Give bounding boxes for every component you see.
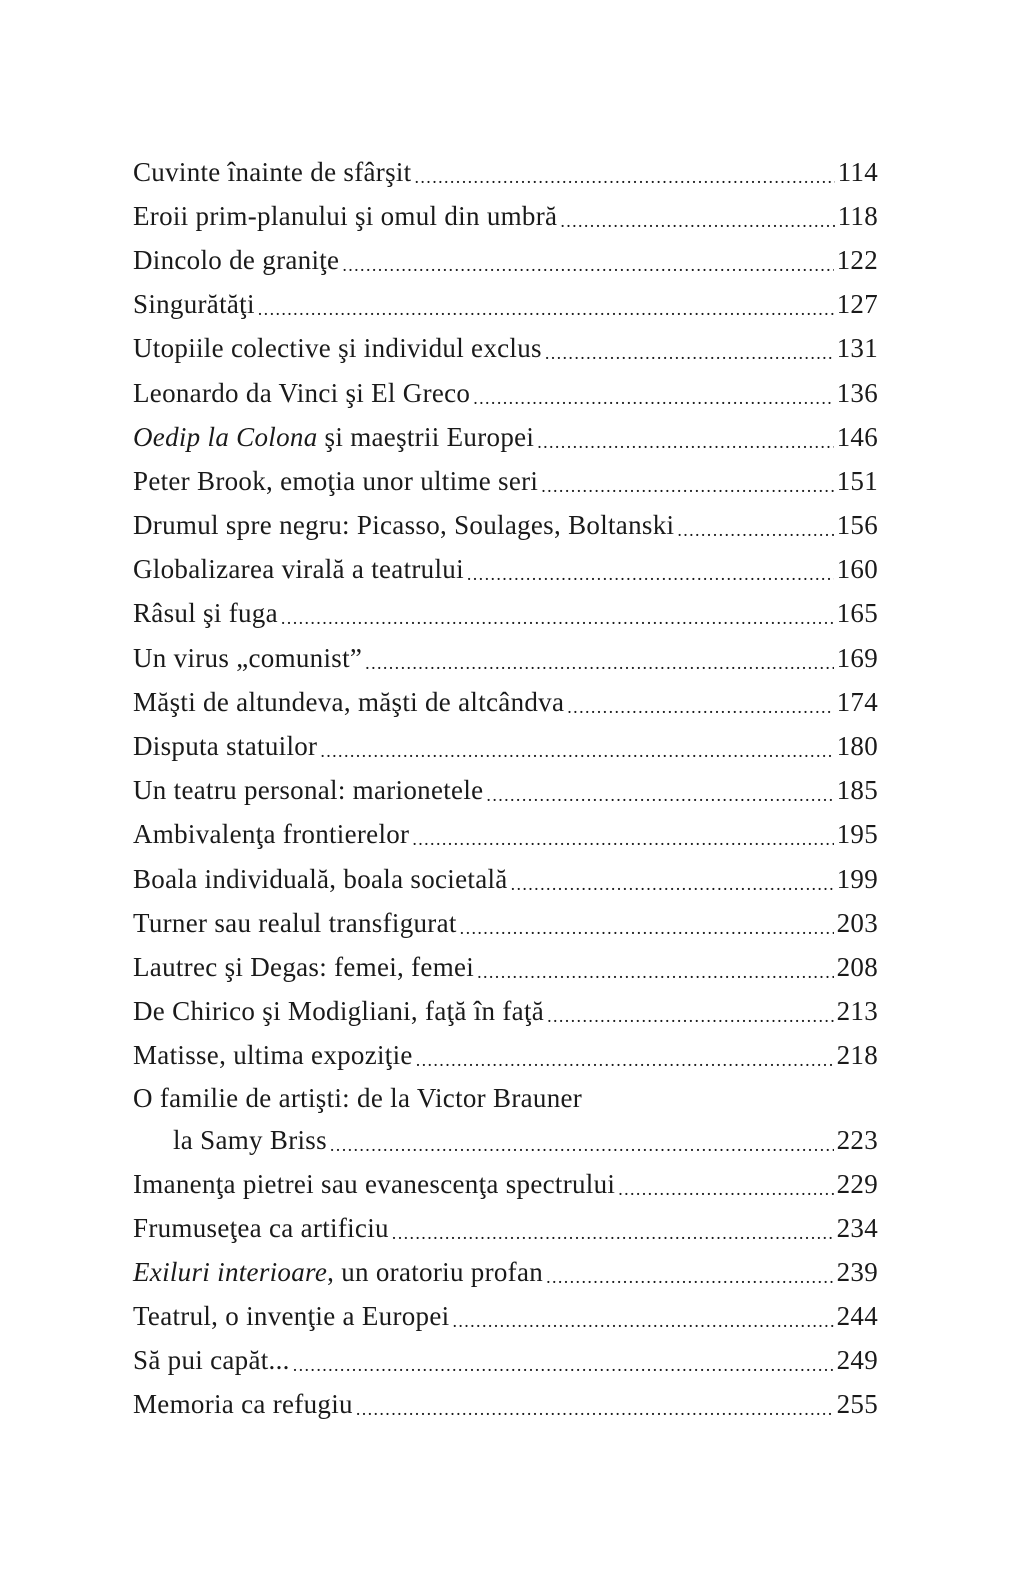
toc-entry [133,636,878,680]
toc-entry [133,592,878,636]
toc-entry-title: Turner sau realul transfigurat [133,907,457,938]
toc-entry-page: 229 [836,1168,878,1199]
toc-entry-title: Frumuseţea ca artificiu [133,1212,389,1243]
toc-entry-title: Un teatru personal: marionetele [133,775,484,806]
toc-entry-page: 249 [836,1345,878,1376]
toc-entry-page: 127 [836,289,878,320]
toc-entry-title: Singurătăţi [133,289,255,320]
toc-entry-page: 114 [837,156,878,187]
toc-entry [133,769,878,813]
toc-entry-title [133,1257,543,1288]
toc-entry-page: 208 [836,951,878,982]
dot-leader [365,653,833,674]
toc-entry [133,724,878,768]
toc-entry-title: Matisse, ultima expoziţie [133,1040,413,1071]
toc-entry-title-rest: şi maeştrii Europei [317,421,535,452]
dot-leader [416,1050,834,1071]
table-of-contents [133,150,878,1427]
toc-entry-title: Drumul spre negru: Picasso, Soulages, Boltanski [133,510,675,541]
toc-entry-title: O familie de artişti: de la Victor Brauner [133,1083,583,1114]
toc-entry-title: Lautrec şi Degas: femei, femei [133,951,475,982]
toc-entry-page: 122 [836,244,878,275]
dot-leader [547,1006,834,1027]
dot-leader [618,1179,833,1200]
toc-entry [133,1383,878,1427]
dot-leader [460,918,834,939]
dot-leader [677,520,833,541]
toc-entry-page: 223 [836,1125,878,1156]
toc-entry-title: Eroii prim-planului şi omul din umbră [133,200,558,231]
dot-leader [537,432,833,453]
toc-entry [133,1034,878,1078]
toc-entry [133,327,878,371]
toc-entry-page: 213 [836,996,878,1027]
toc-entry [133,238,878,282]
toc-entry-page: 199 [836,863,878,894]
toc-entry-page: 118 [837,200,878,231]
toc-entry-title: Globalizarea virală a teatrului [133,554,464,585]
toc-entry [133,990,878,1034]
dot-leader [486,785,833,806]
toc-entry [133,1162,878,1206]
toc-entry [133,459,878,503]
toc-entry-page: 169 [836,642,878,673]
toc-entry [133,1339,878,1383]
toc-entry-page: 185 [836,775,878,806]
toc-entry [133,945,878,989]
toc-entry [133,857,878,901]
toc-entry-title: Memoria ca refugiu [133,1389,353,1420]
toc-entry-title: Să pui capăt... [133,1345,290,1376]
toc-entry [133,150,878,194]
toc-entry-page: 146 [836,421,878,452]
toc-entry-page: 165 [836,598,878,629]
toc-entry-title: Leonardo da Vinci şi El Greco [133,377,471,408]
toc-entry-page: 151 [836,465,878,496]
toc-entry [133,680,878,724]
toc-entry [133,1295,878,1339]
toc-entry-page: 239 [836,1256,878,1287]
toc-entry-title: Teatrul, o invenţie a Europei [133,1301,450,1332]
toc-entry-title [133,422,534,453]
dot-leader [412,829,833,850]
toc-entry [133,1206,878,1250]
dot-leader [511,874,834,895]
dot-leader [477,962,833,983]
dot-leader [281,608,834,629]
dot-leader [545,343,834,364]
toc-entry-title: Râsul şi fuga [133,598,278,629]
toc-entry [133,194,878,238]
toc-entry [133,1078,878,1162]
toc-entry-title: Boala individuală, boala societală [133,863,508,894]
toc-entry-title: Cuvinte înainte de sfârşit [133,156,412,187]
toc-entry [133,548,878,592]
toc-entry-page: 136 [836,377,878,408]
toc-entry-page: 174 [836,686,878,717]
dot-leader [342,255,833,276]
toc-entry [133,901,878,945]
dot-leader [330,1135,834,1156]
toc-entry-title: Peter Brook, emoţia unor ultime seri [133,465,539,496]
dot-leader [560,211,834,232]
toc-entry-title-rest: , un oratoriu profan [327,1256,544,1287]
toc-entry [133,1250,878,1294]
toc-entry [133,813,878,857]
toc-entry-page: 234 [836,1212,878,1243]
dot-leader [473,388,833,409]
toc-entry-page: 218 [836,1040,878,1071]
toc-entry-page: 160 [836,554,878,585]
toc-entry-title: Măşti de altundeva, măşti de altcândva [133,686,565,717]
toc-entry-title-italic: Oedip la Colona [133,421,318,452]
dot-leader [415,167,835,188]
dot-leader [546,1267,834,1288]
dot-leader [567,697,833,718]
toc-entry-title: Imanenţa pietrei sau evanescenţa spectrului [133,1168,616,1199]
toc-entry [133,504,878,548]
toc-entry-page: 203 [836,907,878,938]
toc-entry-page: 156 [836,510,878,541]
toc-entry-page: 180 [836,731,878,762]
toc-entry [133,371,878,415]
dot-leader [258,299,834,320]
toc-entry-page: 255 [836,1389,878,1420]
toc-entry [133,283,878,327]
toc-entry-page: 131 [836,333,878,364]
dot-leader [320,741,833,762]
toc-entry-title-continued: la Samy Briss [173,1125,327,1156]
toc-entry-title: Utopiile colective şi individul exclus [133,333,542,364]
toc-entry-line [133,1078,878,1120]
dot-leader [452,1311,833,1332]
toc-entry-title: Ambivalenţa frontierelor [133,819,410,850]
toc-entry-title-italic: Exiluri interioare [133,1256,328,1287]
toc-entry-title: De Chirico şi Modigliani, faţă în faţă [133,996,545,1027]
dot-leader [467,564,834,585]
dot-leader [356,1399,834,1420]
toc-entry-title: Disputa statuilor [133,731,318,762]
toc-entry [133,415,878,459]
dot-leader [392,1223,834,1244]
toc-entry-line [133,1120,878,1162]
toc-entry-title: Un virus „comunist” [133,642,363,673]
dot-leader [293,1355,834,1376]
toc-entry-title: Dincolo de graniţe [133,244,340,275]
dot-leader [541,476,833,497]
toc-entry-page: 195 [836,819,878,850]
toc-entry-page: 244 [836,1301,878,1332]
